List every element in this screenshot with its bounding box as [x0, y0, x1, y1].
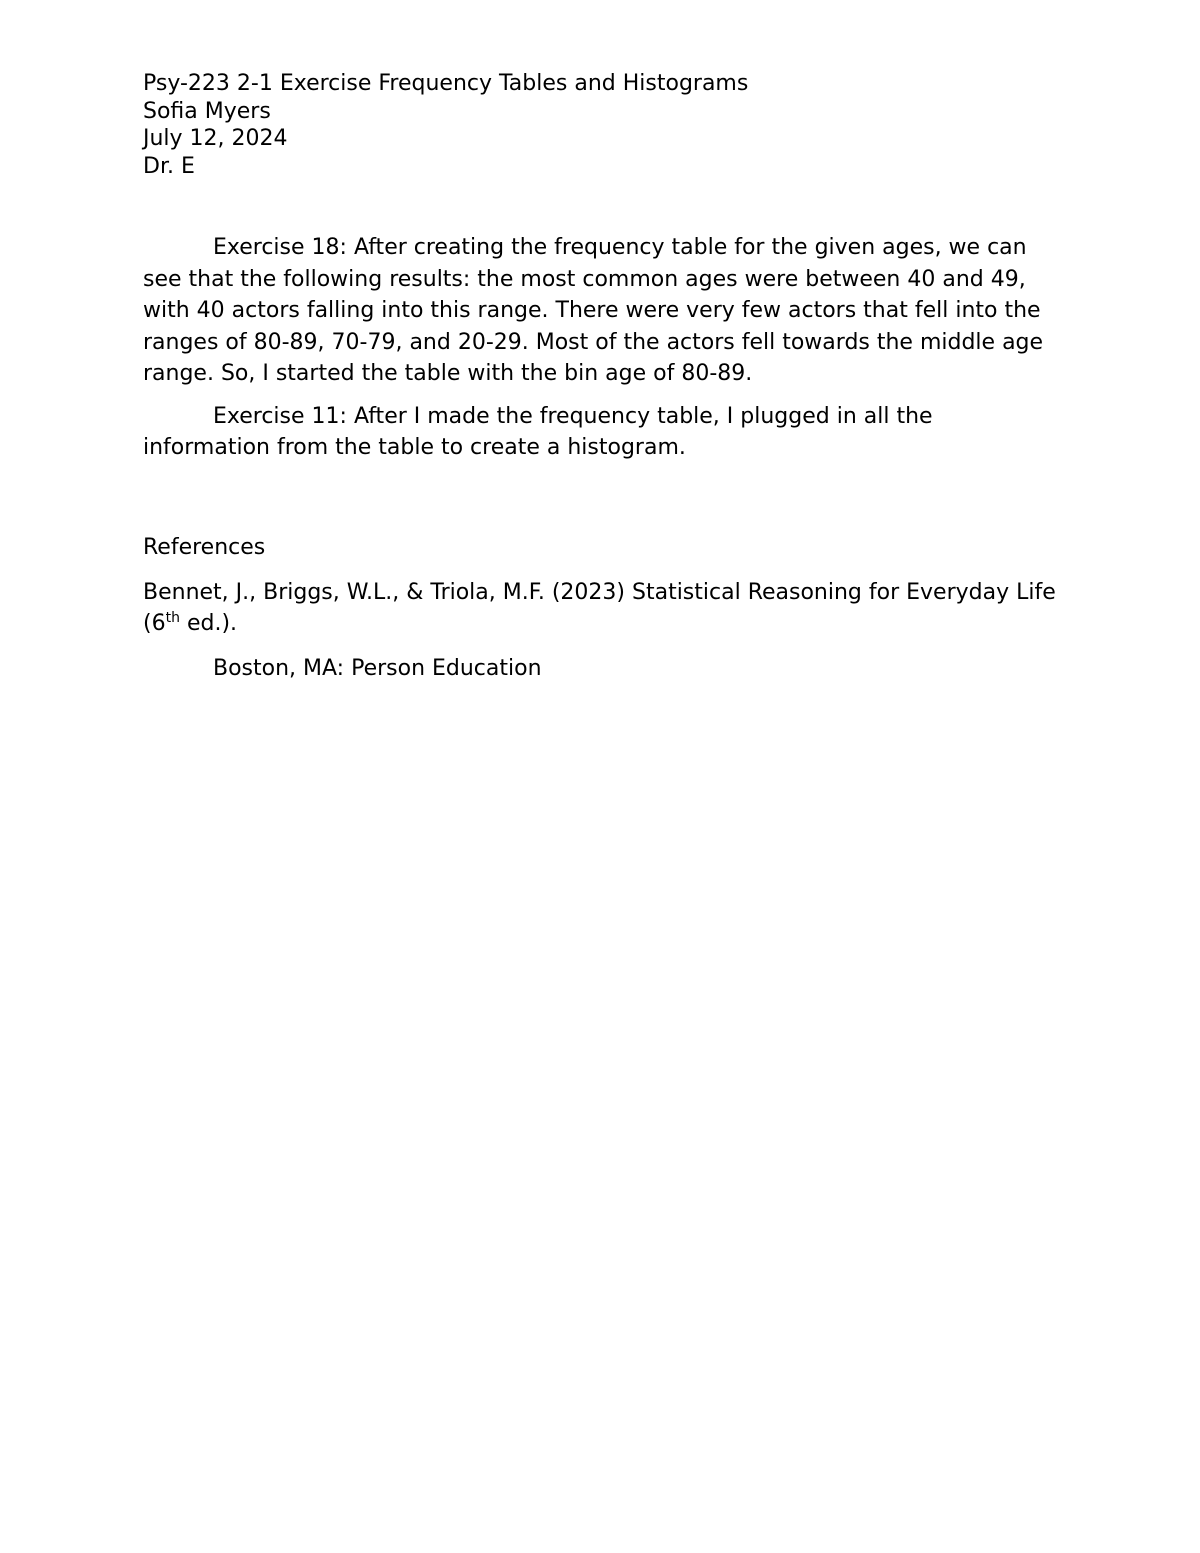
- reference-entry-edition: ed.).: [179, 611, 238, 636]
- document-title: Psy-223 2-1 Exercise Frequency Tables and Histograms: [143, 71, 749, 96]
- author-name: Sofia Myers: [143, 98, 271, 124]
- document-date: July 12, 2024: [143, 126, 288, 151]
- document-content: [143, 70, 1063, 683]
- reference-publisher: Boston, MA: Person Education: [213, 656, 542, 681]
- exercise-18-paragraph: Exercise 18: After creating the frequency table for the given ages, we can see that the following results: the most common ages were between 40 and 49, with 40 actors falling into this range. There were very few actors that fell into the ranges of 80-89, 70-79, and 20-29. Most of the actors fell towards the middle age range. So, I started the table with the bin age of 80-89.: [143, 235, 1044, 386]
- instructor-name: Dr. E: [143, 153, 195, 179]
- exercise-11-paragraph: Exercise 11: After I made the frequency table, I plugged in all the information from the table to create a histogram.: [143, 403, 933, 460]
- reference-entry: [143, 577, 1063, 639]
- reference-entry-text: Bennet, J., Briggs, W.L., & Triola, M.F. (2023) Statistical Reasoning for Everyday Life (6: [143, 580, 1056, 636]
- references-heading: References: [143, 534, 266, 560]
- edition-superscript: th: [165, 610, 180, 626]
